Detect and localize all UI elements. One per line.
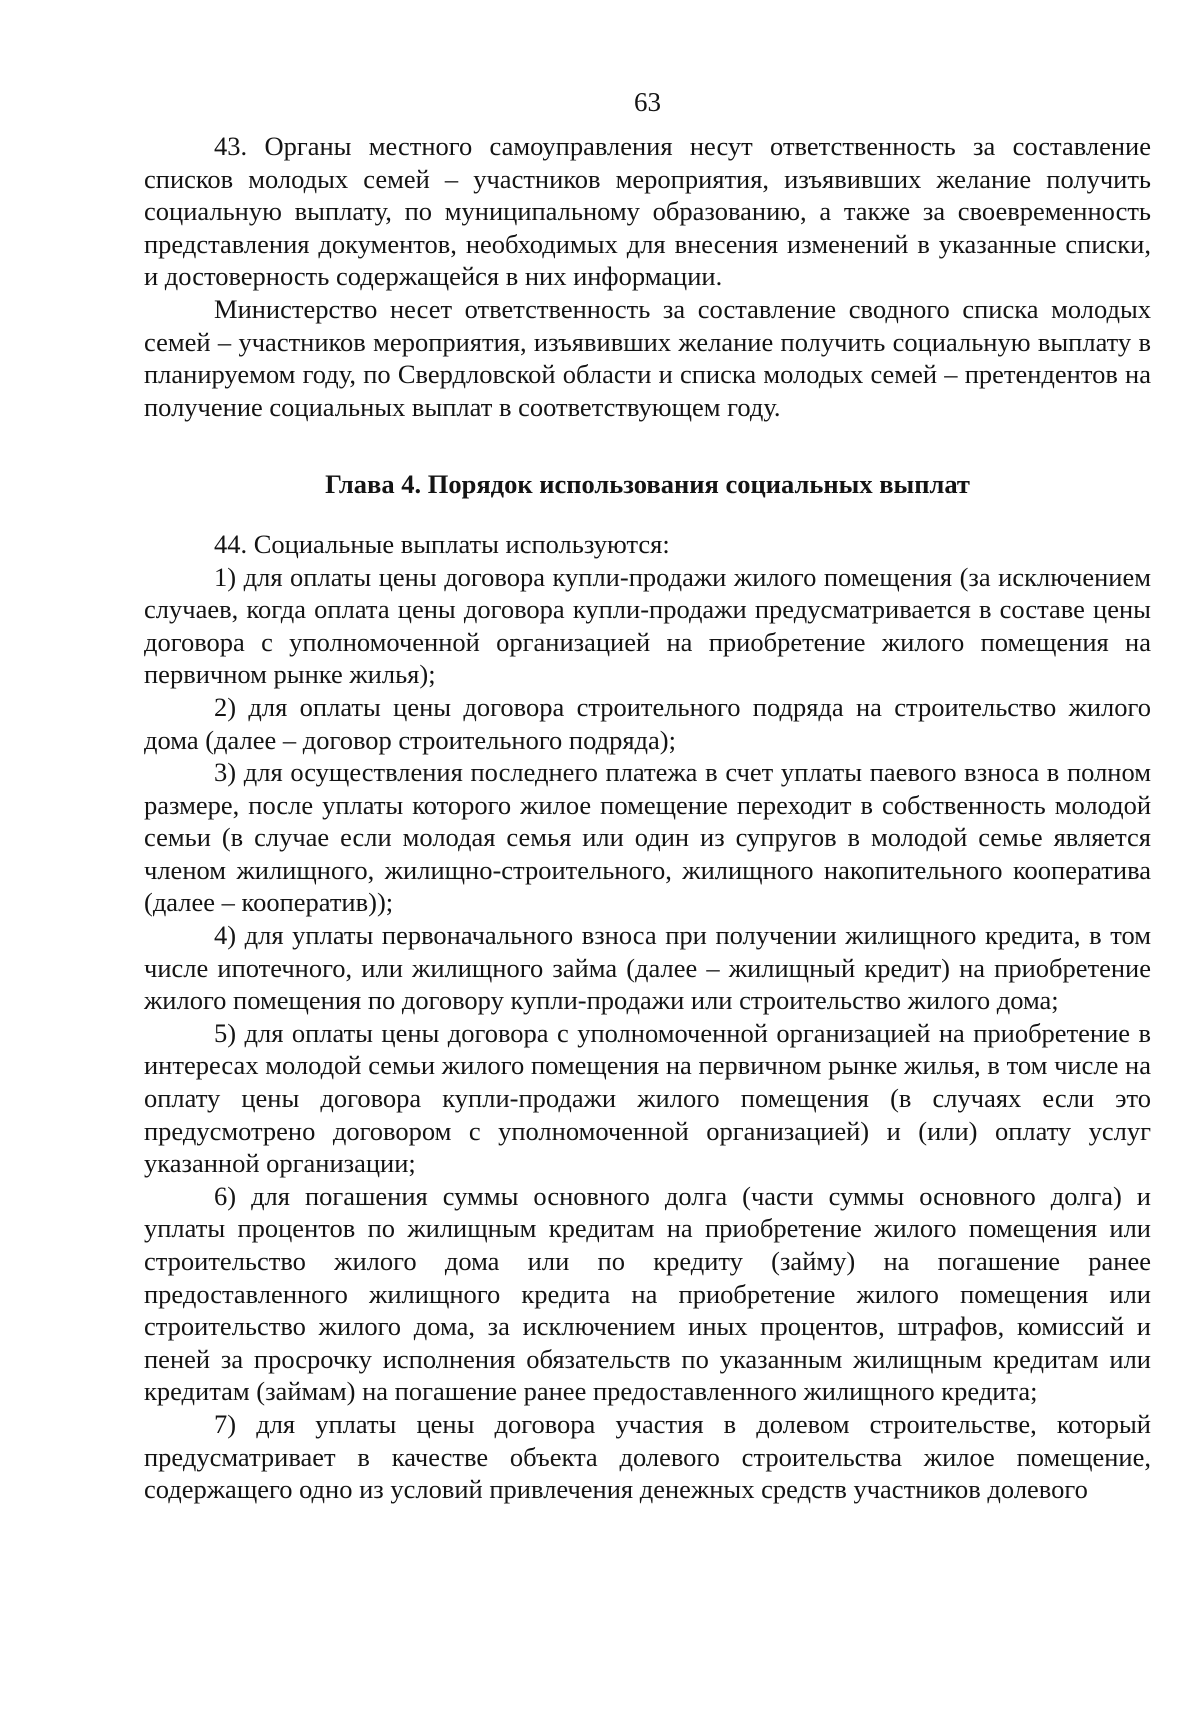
page-number: 63 xyxy=(634,87,661,117)
chapter-title: Глава 4. Порядок использования социальных выплат xyxy=(325,469,970,500)
spacer xyxy=(144,423,1151,468)
list-item-2: 2) для оплаты цены договора строительного подряда на строительство жилого дома (далее – договор строительного подряда); xyxy=(144,691,1151,755)
document-body xyxy=(144,130,1151,1506)
spacer xyxy=(144,501,1151,528)
list-item-7: 7) для уплаты цены договора участия в долевом строительстве, который предусматривает в качестве объекта долевого строительства жилое помещение, содержащего одно из условий привлечения денежных средств участников долевого xyxy=(144,1408,1151,1505)
paragraph-ministry-responsibility: Министерство несет ответственность за составление сводного списка молодых семей – участников мероприятия, изъявивших желание получить социальную выплату в планируемом году, по Свердловской области и списка молодых семей – претендентов на получение социальных выплат в соответствующем году. xyxy=(144,293,1151,422)
list-item-6: 6) для погашения суммы основного долга (части суммы основного долга) и уплаты процентов по жилищным кредитам на приобретение жилого помещения или строительство жилого дома или по кредиту (займу) на погашение ранее предоставленного жилищного кредита на приобретение жилого помещения или строительство жилого дома, за исключением иных процентов, штрафов, комиссий и пеней за просрочку исполнения обязательств по указанным жилищным кредитам или кредитам (займам) на погашение ранее предоставленного жилищного кредита; xyxy=(144,1180,1151,1407)
list-item-4: 4) для уплаты первоначального взноса при получении жилищного кредита, в том числе ипотечного, или жилищного займа (далее – жилищный кредит) на приобретение жилого помещения по договору купли-продажи или строительство жилого дома; xyxy=(144,920,1151,1016)
list-item-3: 3) для осуществления последнего платежа в счет уплаты паевого взноса в полном размере, после уплаты которого жилое помещение переходит в собственность молодой семьи (в случае если молодая семья или один из супругов в молодой семье является членом жилищного, жилищно-строительного, жилищного накопительного кооператива (далее – кооператив)); xyxy=(144,757,1151,918)
list-item-1: 1) для оплаты цены договора купли-продажи жилого помещения (за исключением случаев, когда оплата цены договора купли-продажи предусматривается в составе цены договора с уполномоченной организацией на приобретение жилого помещения на первичном рынке жилья); xyxy=(144,561,1151,690)
paragraph-44: 44. Социальные выплаты используются: xyxy=(214,528,670,559)
list-item-5: 5) для оплаты цены договора с уполномоченной организацией на приобретение в интересах молодой семьи жилого помещения на первичном рынке жилья, в том числе на оплату цены договора купли-продажи жилого помещения (в случаях если это предусмотрено договором с уполномоченной организацией) и (или) оплату услуг указанной организации; xyxy=(144,1017,1151,1179)
paragraph-43: 43. Органы местного самоуправления несут ответственность за составление списков молодых семей – участников мероприятия, изъявивших желание получить социальную выплату, по муниципальному образованию, а также за своевременность представления документов, необходимых для внесения изменений в указанные списки, и достоверность содержащейся в них информации. xyxy=(144,131,1151,292)
